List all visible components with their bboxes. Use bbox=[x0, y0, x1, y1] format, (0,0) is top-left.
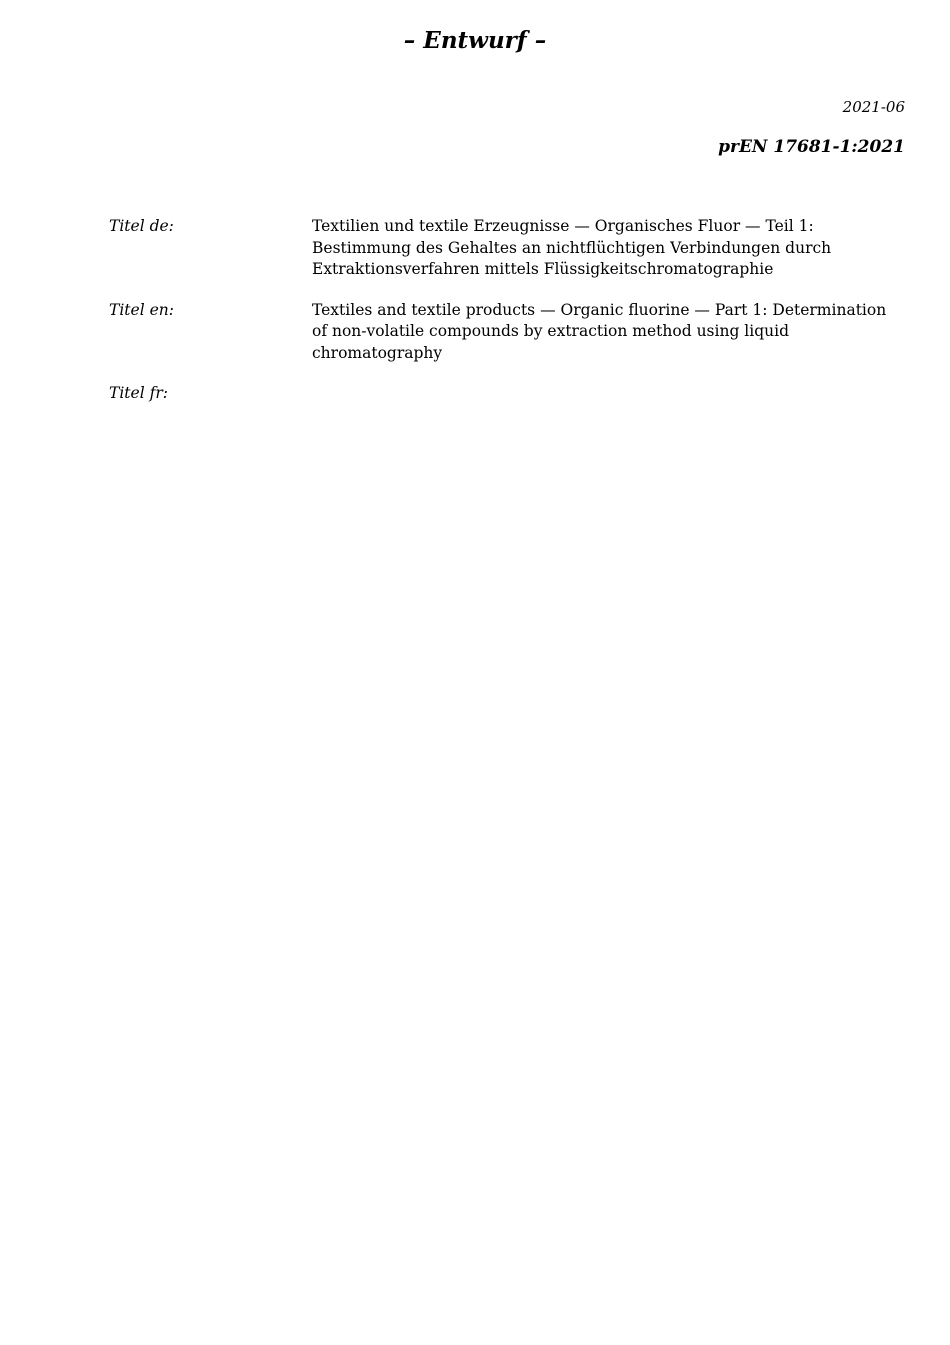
title-text-fr bbox=[312, 383, 897, 405]
title-row-de bbox=[109, 216, 909, 281]
document-number: prEN 17681-1:2021 bbox=[718, 137, 905, 157]
title-label-de: Titel de: bbox=[109, 217, 174, 235]
title-text-de: Textilien und textile Erzeugnisse — Organisches Fluor — Teil 1: Bestimmung des Gehaltes an nichtflüchtigen Verbindungen durch Extraktionsverfahren mittels Flüssigkeitschromatographie bbox=[312, 217, 832, 278]
title-label-fr: Titel fr: bbox=[109, 384, 168, 402]
title-row-fr bbox=[109, 383, 909, 405]
title-text-en: Textiles and textile products — Organic fluorine — Part 1: Determination of non-volatile compounds by extraction method using liquid chromatography bbox=[312, 300, 887, 362]
document-date: 2021-06 bbox=[842, 98, 905, 116]
title-label-en: Titel en: bbox=[109, 300, 174, 319]
draft-title: – Entwurf – bbox=[403, 27, 547, 54]
titles-table bbox=[109, 216, 909, 424]
title-row-en bbox=[109, 300, 909, 365]
